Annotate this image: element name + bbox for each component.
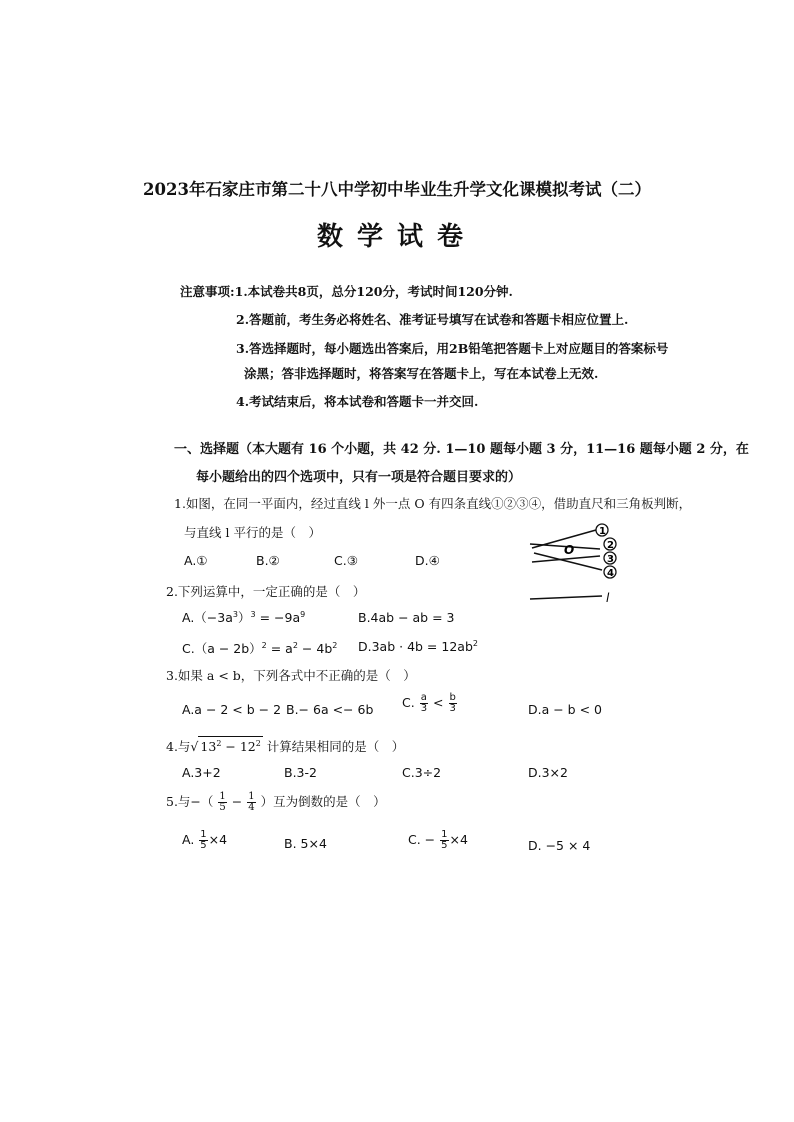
q3-c-den-1: 3 <box>420 703 428 714</box>
notes-line-1 <box>180 282 513 300</box>
circle-3-label: 3 <box>607 554 614 565</box>
section-heading-line-2: 每小题给出的四个选项中，只有一项是符合题目要求的） <box>196 470 522 485</box>
q5-c-rest: ×4 <box>449 832 468 847</box>
q5-den-1: 5 <box>219 802 226 813</box>
q2-a-exp-2: 3 <box>250 609 256 619</box>
q2-c-exp-1: 2 <box>261 640 267 650</box>
q1-stem-line-1: 1.如图，在同一平面内，经过直线 l 外一点 O 有四条直线①②③④，借助直尺和三角板判断， <box>174 496 692 511</box>
q3-c-label: C. <box>402 695 415 710</box>
q3-c-relation: < <box>433 695 444 710</box>
exam-subtitle: 数学试卷 <box>316 222 477 252</box>
q5-part-1: 5.与−（ <box>166 794 214 809</box>
note-1: 1.本试卷共8页，总分120分，考试时间120分钟. <box>234 284 513 299</box>
circle-2-label: 2 <box>607 540 614 551</box>
q5-c-label: C. − <box>408 832 436 847</box>
q3-c-num-2: b <box>449 692 456 703</box>
q4-rad-mid: − 12 <box>221 739 256 755</box>
q2-c-part-1: C.（a − 2b） <box>182 641 262 656</box>
q5-a-den: 5 <box>200 840 207 851</box>
q1-stem-line-2: 与直线 l 平行的是（ ） <box>184 525 321 540</box>
notes-label: 注意事项: <box>180 284 235 299</box>
q5-c-frac <box>440 830 448 851</box>
point-o-label: O <box>564 543 575 557</box>
section-heading-line-1: 一、选择题（本大题有 16 个小题，共 42 分. 1—10 题每小题 3 分，11—16 题每小题 2 分，在 <box>174 442 749 457</box>
q4-option-d: D.3×2 <box>528 765 568 780</box>
q5-a-label: A. <box>182 832 195 847</box>
q5-den-2: 4 <box>248 802 255 813</box>
q5-c-den: 5 <box>441 840 448 851</box>
q5-frac-2 <box>247 792 255 813</box>
q5-option-b: B. 5×4 <box>284 836 327 851</box>
q5-part-3: ）互为倒数的是（ ） <box>260 794 386 809</box>
q3-option-d: D.a − b < 0 <box>528 702 602 717</box>
q2-d-part-1: D.3ab · 4b = 12ab <box>358 639 473 655</box>
q1-option-d: D.④ <box>415 553 440 568</box>
q2-a-part-2: ） <box>238 610 251 625</box>
q4-part-3: 计算结果相同的是（ ） <box>262 739 405 755</box>
q4-stem <box>166 736 404 755</box>
q2-c-part-3: − 4b <box>297 641 333 656</box>
q5-frac-1 <box>218 792 226 813</box>
q2-a-exp-3: 9 <box>300 609 306 619</box>
q5-option-c <box>408 830 468 851</box>
q5-option-a <box>182 830 227 851</box>
q4-rad-exp-2: 2 <box>255 739 261 748</box>
q5-a-num: 1 <box>200 829 207 840</box>
q2-c-exp-3: 2 <box>332 640 338 650</box>
circle-4-label: 4 <box>607 568 614 579</box>
exam-title: 2023年石家庄市第二十八中学初中毕业生升学文化课模拟考试（二） <box>143 180 651 199</box>
q3-c-num-1: a <box>420 692 427 703</box>
q5-minus: − <box>231 794 243 809</box>
q4-option-a: A.3+2 <box>182 765 221 780</box>
q3-c-den-2: 3 <box>449 703 456 714</box>
q4-radicand <box>198 736 262 754</box>
q1-lines-figure <box>522 518 634 610</box>
q4-part-1: 4.与√ <box>166 739 199 755</box>
note-4: 4.考试结束后，将本试卷和答题卡一并交回. <box>236 394 479 409</box>
q2-a-exp-1: 3 <box>232 609 238 619</box>
q3-c-frac-2 <box>449 693 457 714</box>
line-l <box>530 596 602 599</box>
q3-stem: 3.如果 a < b，下列各式中不正确的是（ ） <box>166 668 416 683</box>
q2-c-part-2: = a <box>266 641 293 656</box>
q4-option-b: B.3-2 <box>284 765 317 780</box>
q1-option-a: A.① <box>184 553 208 568</box>
q5-option-d: D. −5 × 4 <box>528 838 591 853</box>
q2-a-part-3: = −9a <box>255 610 301 625</box>
q2-stem: 2.下列运算中，一定正确的是（ ） <box>166 584 366 599</box>
q5-num-1: 1 <box>219 791 226 802</box>
q4-option-c: C.3÷2 <box>402 765 442 780</box>
q5-a-frac <box>199 830 207 851</box>
q2-c-exp-2: 2 <box>292 640 298 650</box>
q4-rad-a: 13 <box>200 739 217 755</box>
note-2: 2.答题前，考生务必将姓名、准考证号填写在试卷和答题卡相应位置上. <box>236 312 629 327</box>
q3-c-frac-1 <box>420 693 428 714</box>
q5-num-2: 1 <box>248 791 255 802</box>
q2-option-c <box>182 639 337 657</box>
q2-d-exp: 2 <box>472 639 478 648</box>
q2-option-d <box>358 639 478 654</box>
q3-option-b: B.− 6a <− 6b <box>286 702 374 717</box>
q5-stem <box>166 792 386 813</box>
circle-1-label: 1 <box>599 526 606 537</box>
q4-rad-exp-1: 2 <box>216 739 222 748</box>
q5-c-num: 1 <box>441 829 448 840</box>
q2-option-a <box>182 608 305 626</box>
q5-a-rest: ×4 <box>208 832 228 847</box>
note-3a: 3.答选择题时，每小题选出答案后，用2B铅笔把答题卡上对应题目的答案标号 <box>236 341 669 356</box>
q2-a-part-1: A.（−3a <box>182 610 233 625</box>
note-3b: 涂黑；答非选择题时，将答案写在答题卡上，写在本试卷上无效. <box>244 366 599 381</box>
line-l-label: l <box>606 591 610 605</box>
q1-option-b: B.② <box>256 553 280 568</box>
q1-option-c: C.③ <box>334 553 358 568</box>
q2-option-b: B.4ab − ab = 3 <box>358 610 455 625</box>
q3-option-a: A.a − 2 < b − 2 <box>182 702 282 717</box>
q3-option-c <box>402 693 458 714</box>
